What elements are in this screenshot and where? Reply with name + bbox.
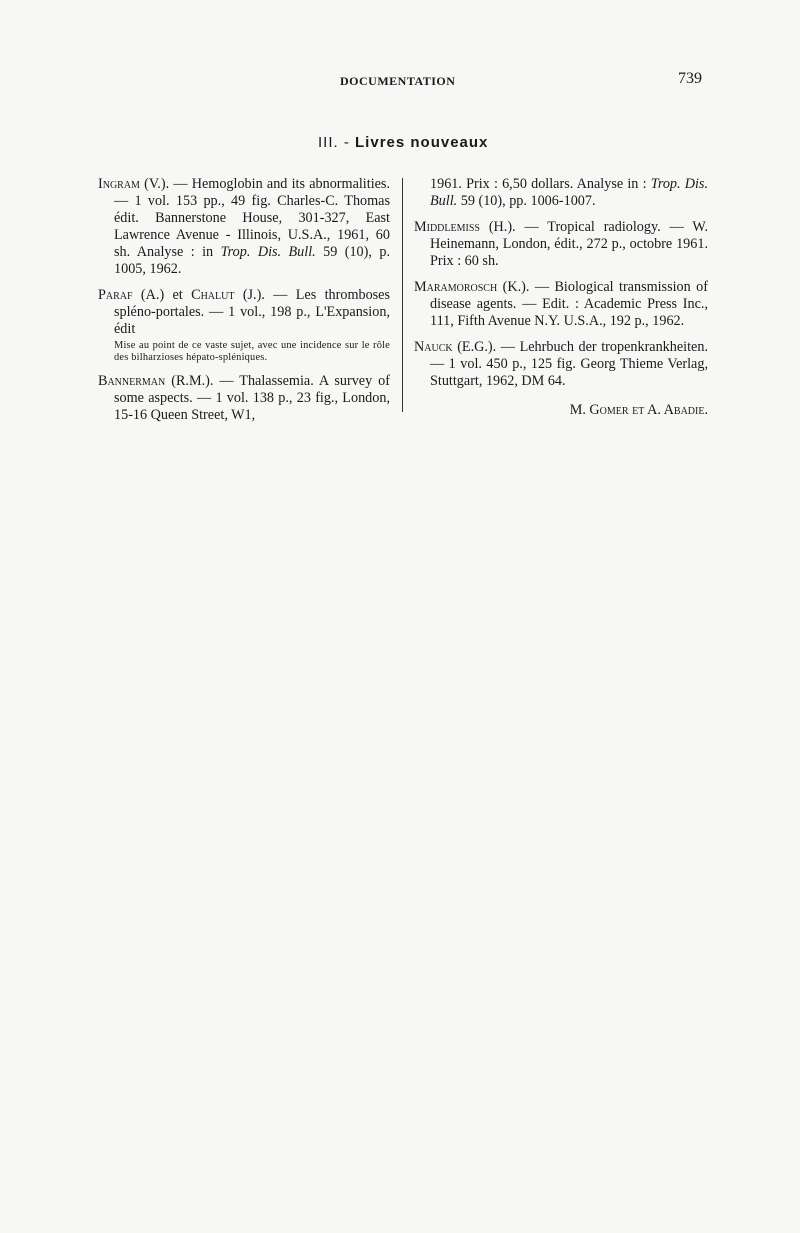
- entry-maramorosch: [414, 279, 708, 330]
- entry-paraf: [98, 287, 390, 338]
- journal-title: Trop. Dis. Bull.: [430, 176, 709, 209]
- entry-author: Middlemiss: [414, 219, 480, 235]
- journal-title: Trop. Dis. Bull.: [220, 244, 316, 260]
- entry-text-end: 59 (10), p. 1005, 1962.: [114, 244, 390, 277]
- section-title: Livres nouveaux: [355, 134, 489, 151]
- running-head: [0, 70, 800, 94]
- entry-middlemiss: [414, 219, 708, 270]
- running-title: DOCUMENTATION: [340, 74, 456, 88]
- entry-text-end: 59 (10), pp. 1006-1007.: [457, 193, 596, 209]
- entry-text: (A.) et: [132, 287, 192, 303]
- entry-text: (V.). — Hemoglobin and its abnormalities. — 1 vol. 153 pp., 49 fig. Charles-C. Thomas édit. Bannerstone House, 301-327, East Lawrence Avenue - Illinois, U.S.A., 1961, 60 sh. Analyse : in: [114, 176, 390, 260]
- entry-author: Ingram: [98, 176, 140, 192]
- page-number: 739: [678, 70, 702, 87]
- entry-author: Paraf: [98, 287, 133, 303]
- section-number: III. -: [318, 134, 350, 151]
- entry-text: (H.). — Tropical radiology. — W. Heinemann, London, édit., 272 p., octobre 1961. Prix : 60 sh.: [430, 219, 708, 269]
- entry-author-2: Chalut: [191, 287, 235, 303]
- entry-text: (R.M.). — Thalassemia. A survey of some aspects. — 1 vol. 138 p., 23 fig., London, 15-16 Queen Street, W1,: [114, 373, 390, 423]
- entry-ingram: [98, 176, 390, 278]
- entry-continuation: [430, 176, 708, 210]
- entry-text: (E.G.). — Lehrbuch der tropenkrankheiten. — 1 vol. 450 p., 125 fig. Georg Thieme Verlag, Stuttgart, 1962, DM 64.: [430, 339, 708, 389]
- entry-author: Bannerman: [98, 373, 166, 389]
- right-column: [414, 176, 708, 433]
- entry-author: Maramorosch: [414, 279, 498, 295]
- entry-text-end: (J.). — Les thromboses spléno-portales. — 1 vol., 198 p., L'Expansion, édit: [114, 287, 391, 337]
- entry-nauck: [414, 339, 708, 390]
- left-column: [98, 176, 390, 433]
- entry-text: 1961. Prix : 6,50 dollars. Analyse in :: [430, 176, 651, 192]
- column-divider: [402, 178, 403, 412]
- section-heading: [318, 134, 488, 151]
- entry-note: Mise au point de ce vaste sujet, avec une incidence sur le rôle des bilharzioses hépato-spléniques.: [114, 340, 390, 363]
- entry-text: (K.). — Biological transmission of disease agents. — Edit. : Academic Press Inc., 111, Fifth Avenue N.Y. U.S.A., 192 p., 1962.: [430, 279, 708, 329]
- entry-author: Nauck: [414, 339, 453, 355]
- entry-bannerman: [98, 373, 390, 424]
- signature: M. Gomer et A. Abadie.: [569, 402, 708, 418]
